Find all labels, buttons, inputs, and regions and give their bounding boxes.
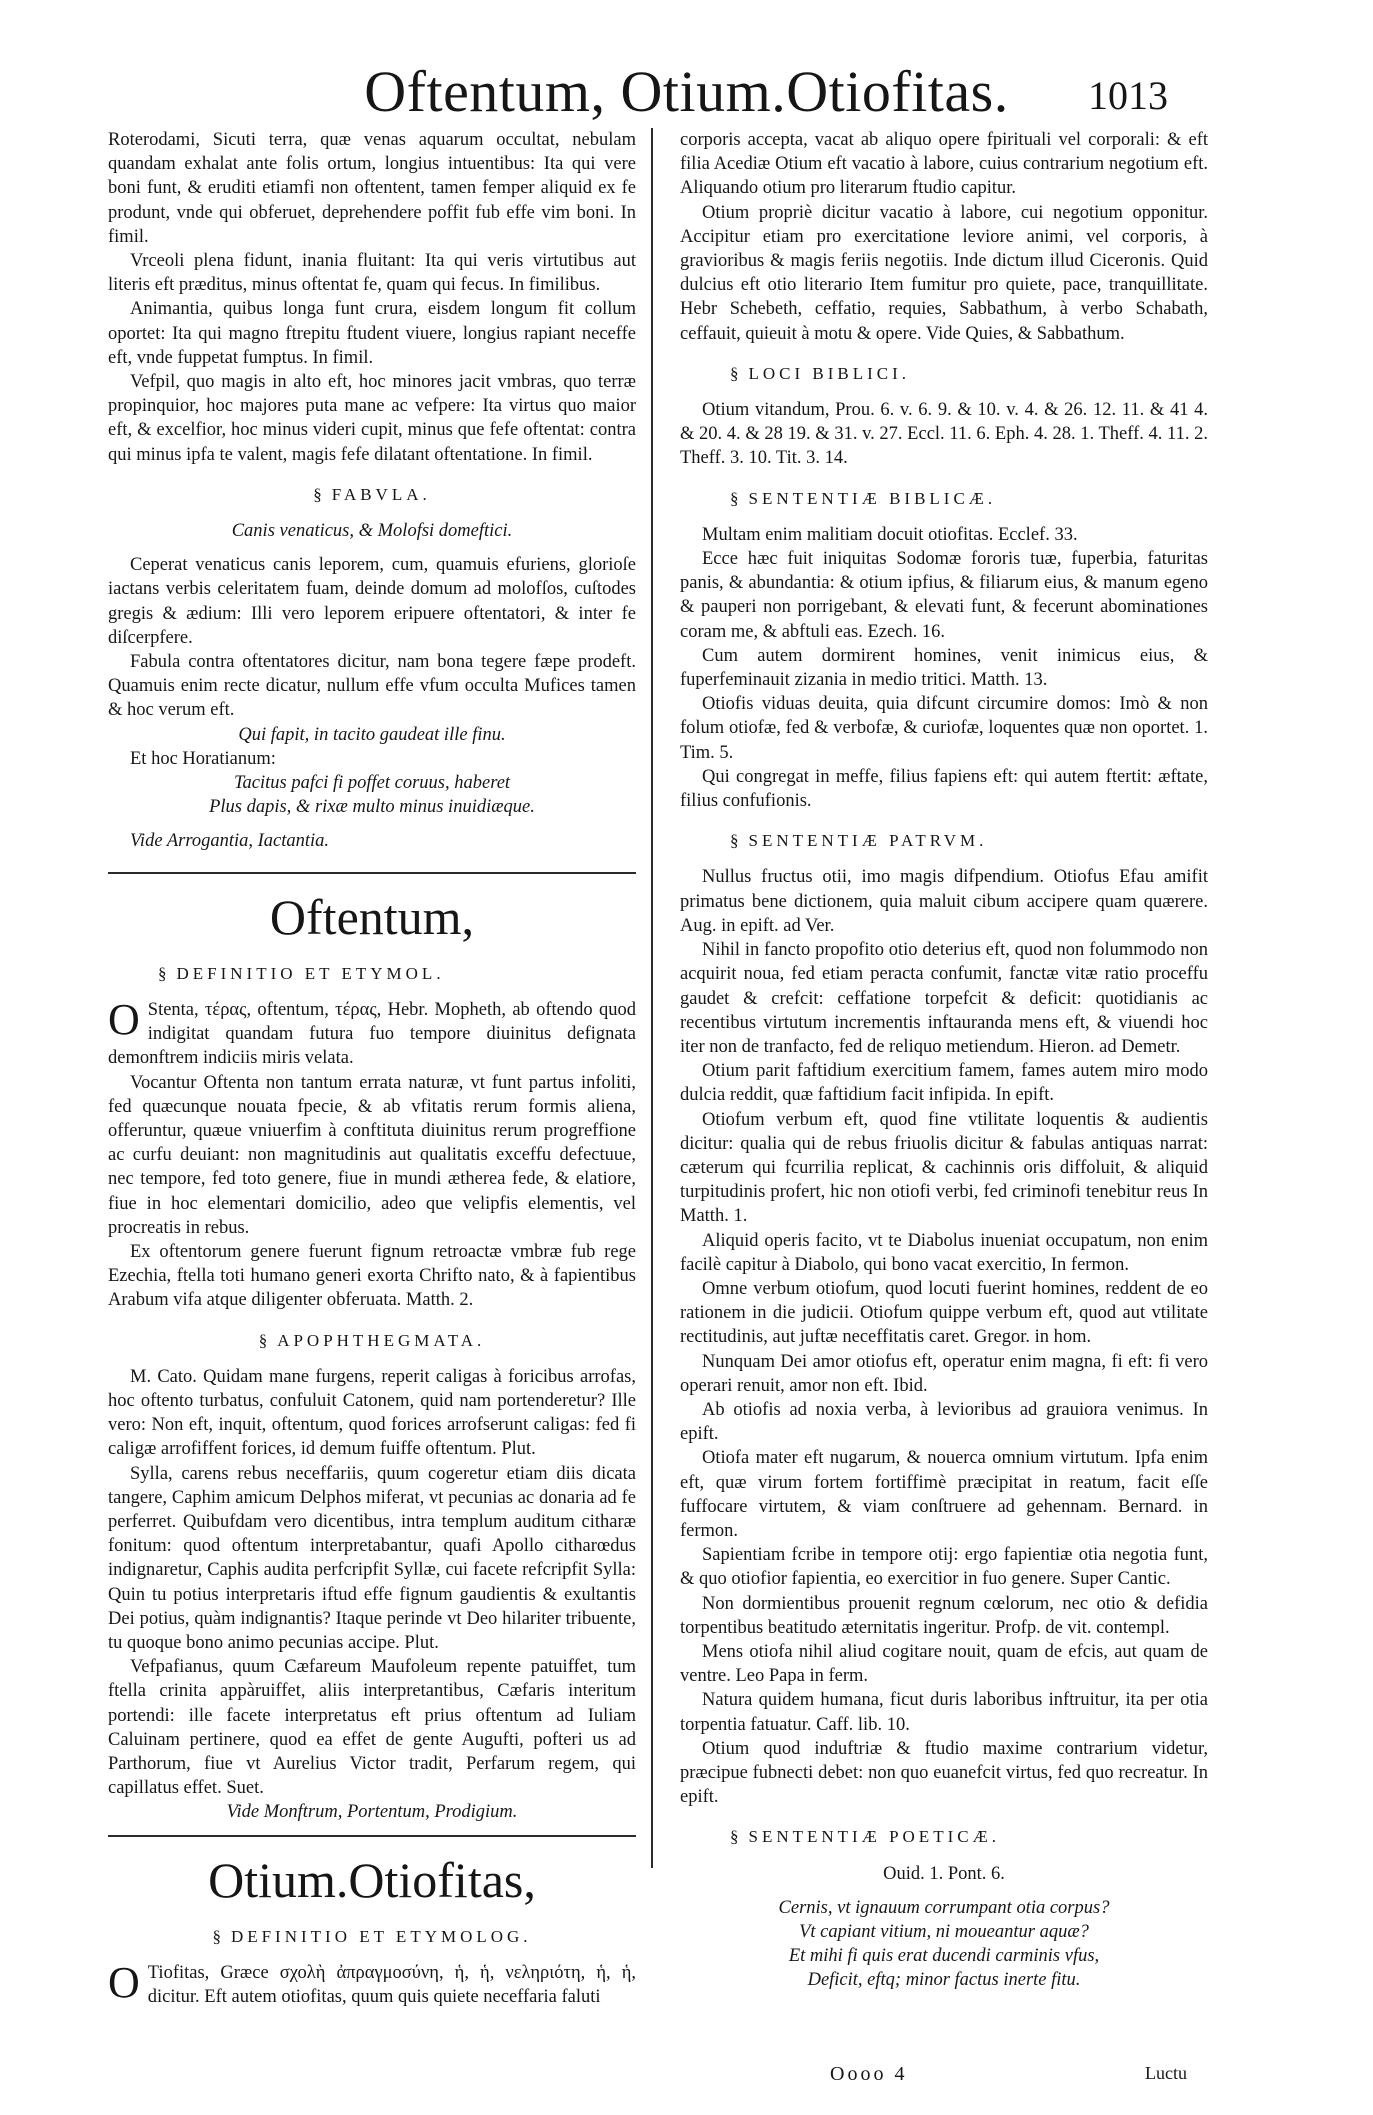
section-heading-definitio: § DEFINITIO ET ETYMOL. [158, 963, 445, 983]
drop-cap: O [108, 994, 140, 1044]
paragraph: Sapientiam fcribe in tempore otij: ergo fapientiæ otia negotia funt, & quo otiofior fapientia, eo exercitior in fuo genere. Super Cantic. [680, 1545, 1208, 1590]
drop-cap: O [108, 1957, 140, 2007]
signature-mark: Oooo 4 [830, 2063, 908, 2085]
paragraph: Otiofum verbum eft, quod fine vtilitate loquentis & audientis dicitur: qualia qui de rebus friuolis dicitur & fabulas antiquas narrat: cæterum qui fcurrilia replicat, & cachinnis oris diffoluit, & aliquid turpitudinis profert, hic non otiofi verbi, fed criminofi tenebitur reus In Matth. 1. [680, 1109, 1208, 1227]
paragraph: Sylla, carens rebus neceffariis, quum cogeretur etiam diis dicata tangere, Caphim amicum Delphos miferat, vt pecunias ac donaria ad fe perferret. Quibufdam vero dicentibus, intra templum auditum citharæ fonitum: quod oftentum interpretabantur, quafi Apollo citharœdus indignaretur, Caphis audita perfcripfit Syllæ, cui facete refcripfit Sylla: Quin tu potius interpretaris iftud effe fignum gaudientis & exultantis Dei potius, quàm indignantis? Itaque perinde vt Deo hilariter tribuente, tu quoque bono animo pecunias accipe. Plut. [108, 1463, 636, 1653]
verse-line: Deficit, eftq; minor factus inerte fitu. [807, 1970, 1081, 1991]
paragraph: Natura quidem humana, ficut duris laboribus inftruitur, ita per otia torpentia fatuatur. Caff. lib. 10. [680, 1690, 1208, 1735]
paragraph: Omne verbum otiofum, quod locuti fuerint homines, reddent de eo rationem in die judicii. Otiofum quippe verbum eft, quod aut vtilitate rectitudinis, aut juftæ neceffitatis caret. Gregor. in hom. [680, 1278, 1208, 1348]
paragraph: Vocantur Oftenta non tantum errata naturæ, vt funt partus infoliti, fed quæcunque nouata fpecie, & ab vfitatis rerum formis aliena, offeruntur, quæue vniuerfim à conftituta diuinitus rerum progreffione ac curfu deuiant: non magnitudinis aut qualitatis exceffu defectuue, nec tempore, fed toto genere, fiue in mundi ætherea fede, & elatiore, fiue in hoc elementari domicilio, adeo que velipfis elementis, vel procreatis in rebus. [108, 1072, 636, 1238]
paragraph: Non dormientibus prouenit regnum cœlorum, nec otio & defidia torpentibus beatitudo æternitatis ingeritur. Profp. de vit. contempl. [680, 1593, 1208, 1638]
paragraph: Otium quod induftriæ & ftudio maxime contrarium videtur, præcipue fubnecti debet: non quo euanefcit virtus, fed quo recreatur. In epift. [680, 1738, 1208, 1808]
paragraph: Otium vitandum, Prou. 6. v. 6. 9. & 10. v. 4. & 26. 12. 11. & 41 4. & 20. 4. & 28 19. & 31. v. 27. Eccl. 11. 6. Eph. 4. 28. 1. Theff. 4. 11. 2. Theff. 3. 10. Tit. 3. 14. [680, 400, 1208, 469]
paragraph: Fabula contra oftentatores dicitur, nam bona tegere fæpe prodeft. Quamuis enim recte dicatur, nullum effe vfum occulta Mufices tamen & hoc verum eft. [108, 652, 636, 721]
paragraph: Nunquam Dei amor otiofus eft, operatur enim magna, fi eft: fi vero operari renuit, amor non eft. Ibid. [680, 1351, 1208, 1396]
right-column [680, 128, 1208, 1993]
paragraph: Nihil in fancto propofito otio deterius eft, quod non folummodo non acquirit noua, fed etiam peracta confumit, fanctæ vitæ ratio proceffu gaudet & crefcit: ceffatione torpefcit & deficit: quotidianis ac recentibus virtutum incrementis inftauranda mens eft, & viuendi hoc iter non de tranfacto, fed de reliquo metiendum. Hieron. ad Demetr. [680, 940, 1208, 1057]
cross-reference: Vide Monftrum, Portentum, Prodigium. [226, 1802, 518, 1823]
paragraph: M. Cato. Quidam mane furgens, reperit caligas à foricibus arrofas, hoc oftento turbatus, confuluit Catonem, quid nam portenderetur? Ille vero: Non eft, inquit, oftentum, quod forices arrofserunt caligas: fed fi caligæ arrofiffent forices, id demum fuiffe oftentum. Plut. [108, 1366, 636, 1460]
verse-line: Tacitus pafci fi poffet coruus, haberet [233, 773, 511, 794]
paragraph: Ex oftentorum genere fuerunt fignum retroactæ vmbræ fub rege Ezechia, ftella toti humano generi exorta Chrifto nato, & à fapientibus Arabum vifa atque diligenter obferuata. Matth. 2. [108, 1241, 636, 1311]
paragraph: Otiofis viduas deuita, quia difcunt circumire domos: Imò & non folum otiofæ, fed & verbofæ, & curiofæ, loquentes quæ non oportet. 1. Tim. 5. [680, 694, 1208, 763]
verse-line: Et mihi fi quis erat ducendi carminis vfus, [788, 1946, 1100, 1967]
section-heading-sententiae-poeticae: § SENTENTIÆ POETICÆ. [730, 1827, 1000, 1847]
cross-reference: Vide Arrogantia, Iactantia. [130, 831, 330, 852]
paragraph: Cum autem dormirent homines, venit inimicus eius, & fuperfeminauit zizania in medio tritici. Matth. 13. [680, 645, 1208, 691]
paragraph: Aliquid operis facito, vt te Diabolus inueniat occupatum, non enim facilè capitur à Diabolo, qui bono vacat exercitio, In fermon. [680, 1230, 1208, 1275]
horizontal-rule [108, 872, 636, 874]
verse-line: Vt capiant vitium, ni moueantur aquæ? [799, 1922, 1089, 1943]
section-heading-sententiae-patrum: § SENTENTIÆ PATRVM. [730, 831, 988, 851]
page-header [0, 60, 1373, 130]
paragraph: Et hoc Horatianum: [130, 748, 276, 769]
paragraph: Qui congregat in meffe, filius fapiens eft: qui autem ftertit: æftate, filius confufionis. [680, 766, 1208, 812]
catchword: Luctu [1145, 2063, 1187, 2083]
paragraph: Otiofa mater eft nugarum, & nouerca omnium virtutum. Ipfa enim eft, quæ virum fortem fortiffimè præcipitat in reatum, facit eſſe fuffocare virtutem, & viam conſtruere ad gehennam. Bernard. in fermon. [680, 1448, 1208, 1541]
paragraph: Otium parit faftidium exercitium famem, fames autem miro modo dulcia reddit, quæ faftidium facit infipida. In epift. [680, 1061, 1208, 1106]
section-heading-definitio-otium: § DEFINITIO ET ETYMOLOG. [212, 1926, 532, 1946]
poem-source: Ouid. 1. Pont. 6. [883, 1863, 1005, 1884]
page-number: 1013 [1088, 73, 1168, 118]
running-title: Oftentum, Otium.Otiofitas. [364, 59, 1009, 124]
column-divider [651, 128, 653, 1868]
paragraph: O Tiofitas, Græce σχολὴ ἀπραγμοσύνη, ἡ, ἡ, νεληριότη, ἡ, ἡ, dicitur. Eft autem otiofitas, quum quis quiete neceffaria faluti [108, 1957, 636, 2007]
section-heading-apophthegmata: § APOPHTHEGMATA. [258, 1330, 486, 1350]
paragraph: Vefpil, quo magis in alto eft, hoc minores jacit vmbras, quo terræ propinquior, hoc majores puta mane ac vefpere: Ita virtus quo maior eft, & excelfior, hoc minus videri cupit, minus que fefe oftentat: contra qui minus ipfa te valent, magis fefe dilatant oftentatione. In fimil. [108, 372, 636, 465]
paragraph: corporis accepta, vacat ab aliquo opere fpirituali vel corporali: & eft filia Acediæ Otium eft vacatio à labore, cuius contrarium negotium eft. Aliquando otium pro literarum ftudio capitur. [680, 130, 1208, 199]
paragraph: Ceperat venaticus canis leporem, cum, quamuis efuriens, glorioſe iactans verbis celeritatem fuam, deinde domum ad molofſos, cuſtodes gregis & ædium: Illi vero leporem eripuere oftentatori, & inter fe diſcerpfere. [108, 555, 636, 648]
paragraph: Otium propriè dicitur vacatio à labore, cui negotium opponitur. Accipitur etiam pro exercitatione leviore animi, vel corporis, à gravioribus & magis feriis negotiis. Inde dictum illud Ciceronis. Quid dulcius eft otio literario Item fumitur pro quiete, pace, tranquillitate. Hebr Schebeth, ceffatio, requies, Sabbathum, à verbo Schabath, ceffauit, quieuit à motu & opere. Vide Quies, & Sabbathum. [680, 202, 1208, 344]
paragraph: Ab otiofis ad noxia verba, à levioribus ad grauiora venimus. In epift. [680, 1399, 1208, 1445]
entry-heading-ostentum: Oftentum, [269, 888, 475, 945]
paragraph: Nullus fructus otii, imo magis difpendium. Otiofus Efau amifit primatus bene dictionem, quia maluit cibum accipere quam quærere. Aug. in epift. ad Ver. [680, 867, 1208, 936]
paragraph: O Stenta, τέρας, oftentum, τέρας, Hebr. Mopheth, ab oftendo quod indigitat quandam futura fuo tempore diuinitus defignata demonftrem indiciis miris velata. [108, 994, 636, 1069]
horizontal-rule [108, 1835, 636, 1837]
fabula-subtitle: Canis venaticus, & Molofsi domeftici. [231, 521, 513, 542]
verse-line: Plus dapis, & rixæ multo minus inuidiæque. [209, 797, 535, 818]
paragraph: Vrceoli plena fidunt, inania fluitant: Ita qui veris virtutibus aut literis eft præditus, minus oftentat fe, quam qui fecus. In fimilibus. [108, 251, 636, 296]
paragraph: Ecce hæc fuit iniquitas Sodomæ fororis tuæ, fuperbia, faturitas panis, & abundantia: & otium ipfius, & filiarum eius, & manum egeno & pauperi non porrigebant, & elevati funt, & fecerunt abominationes coram me, & abftuli eas. Ezech. 16. [680, 549, 1208, 642]
section-heading-sententiae-biblicae: § SENTENTIÆ BIBLICÆ. [730, 488, 997, 508]
left-column [108, 128, 636, 2009]
verse-line: Cernis, vt ignauum corrumpant otia corpus? [778, 1897, 1110, 1918]
paragraph: Animantia, quibus longa funt crura, eisdem longum fit collum oportet: Ita qui magno ftrepitu ftudent viuere, longius rapiant neceffe eft, vnde fuppetat fumptus. In fimil. [108, 299, 636, 368]
paragraph: Vefpafianus, quum Cæfareum Maufoleum repente patuiffet, tum ftella crinita appàruiffet, aliis interpretantibus, Cæfaris interitum portendi: ille facete interpretatus eft prius oftentum ad Iuliam Caluinam pertinere, quod ea effet de gente Augufti, pofteri us ad Parthorum, fiue vt Aurelius Victor tradit, Perfarum regem, qui capillatus effet. Suet. [108, 1657, 636, 1799]
paragraph: Multam enim malitiam docuit otiofitas. Ecclef. 33. [702, 524, 1078, 545]
paragraph: Mens otiofa nihil aliud cogitare nouit, quam de efcis, aut quam de ventre. Leo Papa in ferm. [680, 1641, 1208, 1687]
verse-line: Qui fapit, in tacito gaudeat ille finu. [238, 724, 506, 745]
section-heading-loci-biblici: § LOCI BIBLICI. [730, 363, 911, 383]
paragraph: Roterodami, Sicuti terra, quæ venas aquarum occultat, nebulam quandam exhalat ante folis ortum, longius intuentibus: Ita qui vere boni funt, & eruditi etiamfi non oftentent, tamen femper aliquid ex fe produnt, vnde qui obferuet, deprehendere poffit fub effe vim boni. In fimil. [108, 130, 636, 247]
section-heading-fabula: § FABVLA. [313, 484, 431, 504]
entry-heading-otium: Otium.Otiofitas, [208, 1851, 536, 1908]
